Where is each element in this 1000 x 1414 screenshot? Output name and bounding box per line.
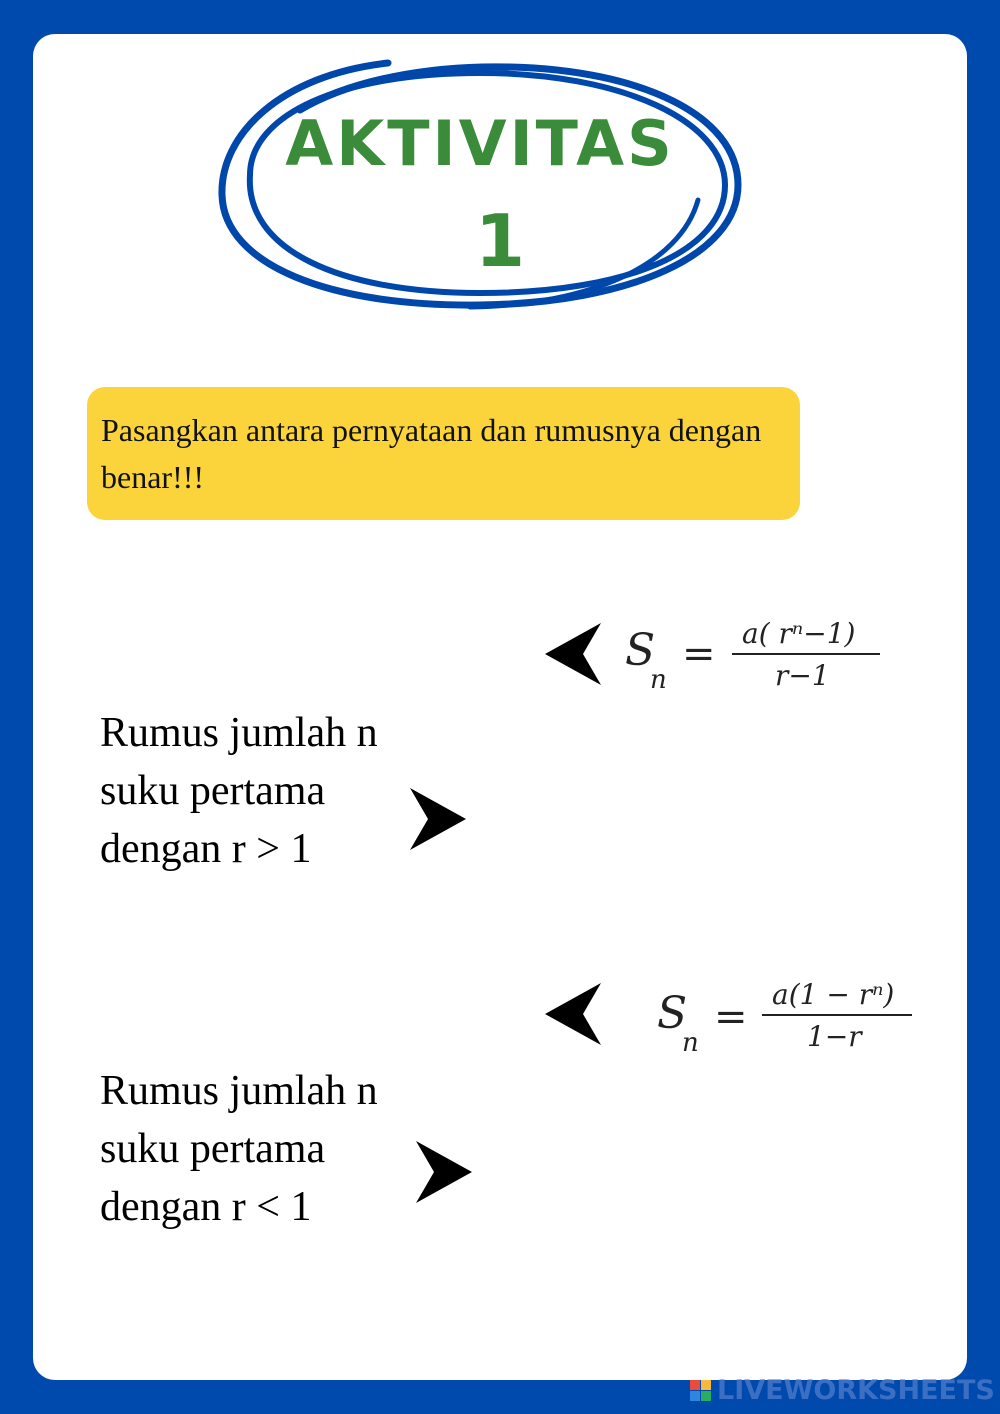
arrowhead-left-icon[interactable]: [543, 981, 603, 1047]
formula-r-greater-than-1: [620, 615, 890, 700]
arrowhead-left-icon[interactable]: [543, 621, 603, 687]
statement-line: dengan r > 1: [100, 826, 312, 872]
liveworksheets-logo-icon: [690, 1380, 711, 1401]
fraction-bar: [732, 653, 880, 655]
formula-symbol: S: [625, 625, 656, 676]
formula-denominator: 1−r: [807, 1020, 862, 1053]
activity-title: AKTIVITAS: [285, 107, 675, 180]
formula-denominator: r−1: [775, 659, 830, 692]
fraction-bar: [762, 1014, 912, 1016]
instruction-text: Pasangkan antara pernyataan dan rumusnya dengan benar!!!: [101, 412, 762, 495]
formula-subscript: n: [650, 665, 667, 695]
statement-r-less-than-1: [100, 1062, 430, 1236]
formula-r-less-than-1: [652, 976, 922, 1061]
statement-line: dengan r < 1: [100, 1184, 312, 1230]
statement-r-greater-than-1: [100, 704, 430, 878]
activity-number: 1: [474, 199, 526, 283]
formula-numerator: a( rⁿ−1): [742, 617, 856, 650]
formula-equals: =: [682, 631, 716, 677]
arrowhead-right-icon[interactable]: [414, 1139, 474, 1205]
statement-line: Rumus jumlah n: [100, 1068, 378, 1114]
instruction-box: [87, 387, 800, 520]
statement-line: suku pertama: [100, 768, 326, 814]
statement-line: Rumus jumlah n: [100, 710, 378, 756]
liveworksheets-watermark: [690, 1375, 995, 1405]
formula-numerator: a(1 − rⁿ): [772, 978, 895, 1011]
arrowhead-right-icon[interactable]: [408, 786, 468, 852]
formula-subscript: n: [682, 1028, 699, 1058]
formula-equals: =: [714, 994, 748, 1040]
watermark-text: LIVEWORKSHEETS: [717, 1374, 995, 1406]
statement-line: suku pertama: [100, 1126, 326, 1172]
title-badge: [210, 55, 750, 320]
formula-symbol: S: [657, 988, 688, 1039]
